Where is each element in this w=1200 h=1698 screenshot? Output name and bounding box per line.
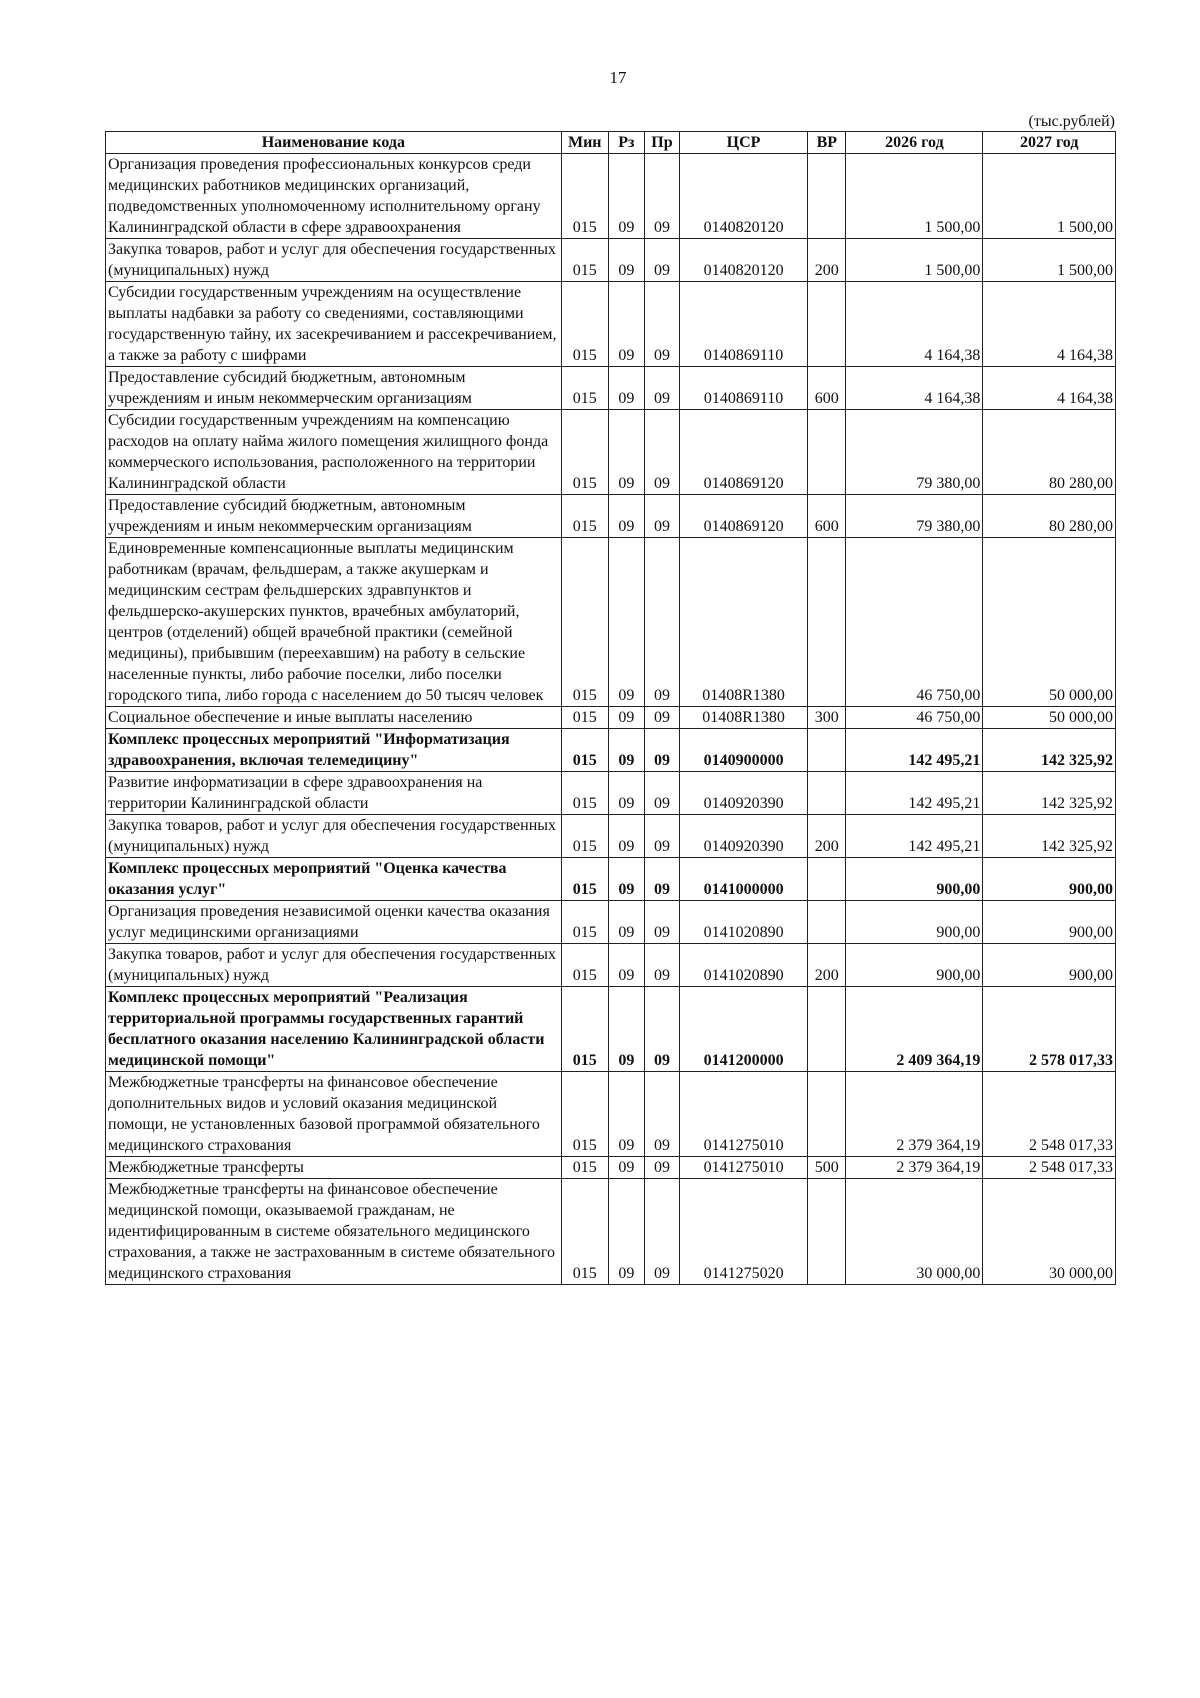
cell-y2026: 79 380,00 [846, 495, 983, 538]
cell-min: 015 [561, 944, 608, 987]
header-name: Наименование кода [106, 132, 562, 154]
cell-min: 015 [561, 729, 608, 772]
cell-min: 015 [561, 772, 608, 815]
cell-pr: 09 [644, 239, 679, 282]
cell-name: Комплекс процессных мероприятий "Информатизация здравоохранения, включая телемедицину" [106, 729, 562, 772]
cell-name: Закупка товаров, работ и услуг для обеспечения государственных (муниципальных) нужд [106, 239, 562, 282]
table-row [106, 495, 1116, 538]
cell-min: 015 [561, 239, 608, 282]
cell-rz: 09 [608, 858, 644, 901]
cell-y2027: 80 280,00 [983, 410, 1116, 495]
cell-min: 015 [561, 987, 608, 1072]
table-row [106, 538, 1116, 707]
cell-y2026: 30 000,00 [846, 1179, 983, 1285]
cell-name: Субсидии государственным учреждениям на осуществление выплаты надбавки за работу со сведениями, составляющими государственную тайну, их засекречиванием и рассекречиванием, а также за работу с шифрами [106, 282, 562, 367]
cell-y2026: 1 500,00 [846, 154, 983, 239]
cell-rz: 09 [608, 944, 644, 987]
cell-y2026: 2 379 364,19 [846, 1157, 983, 1179]
cell-csr: 0141275010 [679, 1072, 807, 1157]
cell-min: 015 [561, 495, 608, 538]
cell-name: Предоставление субсидий бюджетным, автономным учреждениям и иным некоммерческим организациям [106, 495, 562, 538]
table-row [106, 282, 1116, 367]
cell-pr: 09 [644, 987, 679, 1072]
cell-y2027: 142 325,92 [983, 729, 1116, 772]
cell-y2026: 4 164,38 [846, 367, 983, 410]
cell-vr: 200 [808, 944, 846, 987]
cell-min: 015 [561, 1157, 608, 1179]
cell-pr: 09 [644, 1072, 679, 1157]
cell-name: Комплекс процессных мероприятий "Реализация территориальной программы государственных гарантий бесплатного оказания населению Калининградской области медицинской помощи" [106, 987, 562, 1072]
cell-min: 015 [561, 1179, 608, 1285]
cell-rz: 09 [608, 1072, 644, 1157]
header-rz: Рз [608, 132, 644, 154]
cell-vr: 200 [808, 815, 846, 858]
cell-pr: 09 [644, 410, 679, 495]
cell-y2026: 79 380,00 [846, 410, 983, 495]
cell-y2026: 142 495,21 [846, 815, 983, 858]
cell-rz: 09 [608, 707, 644, 729]
cell-rz: 09 [608, 987, 644, 1072]
table-row [106, 987, 1116, 1072]
table-row [106, 1179, 1116, 1285]
cell-vr: 300 [808, 707, 846, 729]
header-min: Мин [561, 132, 608, 154]
cell-name: Субсидии государственным учреждениям на компенсацию расходов на оплату найма жилого помещения жилищного фонда коммерческого использования, расположенного на территории Калининградской области [106, 410, 562, 495]
cell-min: 015 [561, 538, 608, 707]
budget-table [105, 131, 1116, 1285]
table-row [106, 858, 1116, 901]
cell-y2027: 900,00 [983, 944, 1116, 987]
cell-csr: 0140920390 [679, 772, 807, 815]
table-row [106, 154, 1116, 239]
cell-y2027: 50 000,00 [983, 538, 1116, 707]
cell-vr [808, 1179, 846, 1285]
cell-rz: 09 [608, 495, 644, 538]
table-row [106, 239, 1116, 282]
table-row [106, 410, 1116, 495]
table-row [106, 729, 1116, 772]
cell-min: 015 [561, 1072, 608, 1157]
cell-name: Социальное обеспечение и иные выплаты населению [106, 707, 562, 729]
cell-vr [808, 772, 846, 815]
cell-csr: 01408R1380 [679, 707, 807, 729]
cell-name: Закупка товаров, работ и услуг для обеспечения государственных (муниципальных) нужд [106, 815, 562, 858]
cell-pr: 09 [644, 815, 679, 858]
cell-min: 015 [561, 815, 608, 858]
cell-min: 015 [561, 901, 608, 944]
cell-min: 015 [561, 282, 608, 367]
cell-y2027: 142 325,92 [983, 815, 1116, 858]
cell-rz: 09 [608, 772, 644, 815]
cell-name: Закупка товаров, работ и услуг для обеспечения государственных (муниципальных) нужд [106, 944, 562, 987]
cell-name: Комплекс процессных мероприятий "Оценка качества оказания услуг" [106, 858, 562, 901]
cell-pr: 09 [644, 538, 679, 707]
cell-csr: 0140900000 [679, 729, 807, 772]
cell-csr: 0140820120 [679, 154, 807, 239]
header-row [106, 132, 1116, 154]
cell-rz: 09 [608, 154, 644, 239]
cell-min: 015 [561, 410, 608, 495]
cell-y2026: 46 750,00 [846, 707, 983, 729]
cell-y2026: 142 495,21 [846, 729, 983, 772]
cell-pr: 09 [644, 1179, 679, 1285]
cell-vr [808, 538, 846, 707]
cell-pr: 09 [644, 729, 679, 772]
header-2027: 2027 год [983, 132, 1116, 154]
cell-vr: 200 [808, 239, 846, 282]
table-row [106, 1072, 1116, 1157]
units-label: (тыс.рублей) [1028, 113, 1115, 130]
header-csr: ЦСР [679, 132, 807, 154]
cell-y2026: 2 409 364,19 [846, 987, 983, 1072]
cell-y2027: 4 164,38 [983, 282, 1116, 367]
cell-rz: 09 [608, 729, 644, 772]
cell-y2026: 1 500,00 [846, 239, 983, 282]
cell-pr: 09 [644, 367, 679, 410]
cell-csr: 0140869110 [679, 282, 807, 367]
cell-y2027: 900,00 [983, 858, 1116, 901]
table-row [106, 901, 1116, 944]
table-row [106, 944, 1116, 987]
table-row [106, 772, 1116, 815]
cell-csr: 0140820120 [679, 239, 807, 282]
cell-y2026: 142 495,21 [846, 772, 983, 815]
cell-min: 015 [561, 858, 608, 901]
cell-rz: 09 [608, 1157, 644, 1179]
table-row [106, 367, 1116, 410]
cell-y2027: 1 500,00 [983, 154, 1116, 239]
cell-csr: 0141275010 [679, 1157, 807, 1179]
cell-y2026: 900,00 [846, 901, 983, 944]
cell-vr [808, 858, 846, 901]
cell-y2027: 900,00 [983, 901, 1116, 944]
cell-vr [808, 154, 846, 239]
cell-pr: 09 [644, 858, 679, 901]
table-row [106, 1157, 1116, 1179]
cell-vr: 500 [808, 1157, 846, 1179]
cell-rz: 09 [608, 282, 644, 367]
cell-vr [808, 987, 846, 1072]
cell-vr: 600 [808, 495, 846, 538]
cell-min: 015 [561, 367, 608, 410]
cell-vr [808, 901, 846, 944]
cell-rz: 09 [608, 1179, 644, 1285]
cell-min: 015 [561, 154, 608, 239]
cell-vr [808, 1072, 846, 1157]
cell-y2026: 900,00 [846, 944, 983, 987]
cell-name: Межбюджетные трансферты на финансовое обеспечение дополнительных видов и условий оказания медицинской помощи, не установленных базовой программой обязательного медицинского страхования [106, 1072, 562, 1157]
cell-name: Предоставление субсидий бюджетным, автономным учреждениям и иным некоммерческим организациям [106, 367, 562, 410]
cell-pr: 09 [644, 944, 679, 987]
cell-min: 015 [561, 707, 608, 729]
cell-csr: 0140869120 [679, 495, 807, 538]
cell-vr: 600 [808, 367, 846, 410]
header-vr: ВР [808, 132, 846, 154]
cell-vr [808, 282, 846, 367]
cell-pr: 09 [644, 282, 679, 367]
cell-csr: 0141000000 [679, 858, 807, 901]
cell-pr: 09 [644, 772, 679, 815]
cell-y2027: 50 000,00 [983, 707, 1116, 729]
cell-y2026: 900,00 [846, 858, 983, 901]
cell-pr: 09 [644, 1157, 679, 1179]
table-row [106, 815, 1116, 858]
cell-name: Организация проведения профессиональных конкурсов среди медицинских работников медицинских организаций, подведомственных уполномоченному исполнительному органу Калининградской области в сфере здравоохранения [106, 154, 562, 239]
cell-rz: 09 [608, 815, 644, 858]
cell-name: Организация проведения независимой оценки качества оказания услуг медицинскими организациями [106, 901, 562, 944]
cell-vr [808, 410, 846, 495]
cell-rz: 09 [608, 239, 644, 282]
cell-y2027: 2 548 017,33 [983, 1072, 1116, 1157]
cell-y2027: 1 500,00 [983, 239, 1116, 282]
cell-rz: 09 [608, 410, 644, 495]
cell-pr: 09 [644, 495, 679, 538]
cell-csr: 01408R1380 [679, 538, 807, 707]
cell-csr: 0140869110 [679, 367, 807, 410]
cell-csr: 0141020890 [679, 901, 807, 944]
cell-rz: 09 [608, 367, 644, 410]
cell-y2026: 4 164,38 [846, 282, 983, 367]
cell-name: Межбюджетные трансферты на финансовое обеспечение медицинской помощи, оказываемой гражданам, не идентифицированным в системе обязательного медицинского страхования, а также не застрахованным в системе обязательного медицинского страхования [106, 1179, 562, 1285]
cell-y2027: 80 280,00 [983, 495, 1116, 538]
cell-pr: 09 [644, 901, 679, 944]
header-pr: Пр [644, 132, 679, 154]
cell-name: Развитие информатизации в сфере здравоохранения на территории Калининградской области [106, 772, 562, 815]
cell-rz: 09 [608, 901, 644, 944]
cell-pr: 09 [644, 707, 679, 729]
page-number: 17 [609, 68, 627, 87]
cell-name: Межбюджетные трансферты [106, 1157, 562, 1179]
cell-vr [808, 729, 846, 772]
table-row [106, 707, 1116, 729]
cell-y2027: 2 548 017,33 [983, 1157, 1116, 1179]
header-2026: 2026 год [846, 132, 983, 154]
cell-csr: 0141020890 [679, 944, 807, 987]
table-body [106, 154, 1116, 1285]
cell-pr: 09 [644, 154, 679, 239]
cell-name: Единовременные компенсационные выплаты медицинским работникам (врачам, фельдшерам, а также акушеркам и медицинским сестрам фельдшерских здравпунктов и фельдшерско-акушерских пунктов, врачебных амбулаторий, центров (отделений) общей врачебной практики (семейной медицины), прибывшим (переехавшим) на работу в сельские населенные пункты, либо рабочие поселки, либо поселки городского типа, либо города с населением до 50 тысяч человек [106, 538, 562, 707]
cell-y2027: 2 578 017,33 [983, 987, 1116, 1072]
cell-y2026: 2 379 364,19 [846, 1072, 983, 1157]
cell-y2027: 30 000,00 [983, 1179, 1116, 1285]
cell-csr: 0140869120 [679, 410, 807, 495]
cell-csr: 0141200000 [679, 987, 807, 1072]
cell-rz: 09 [608, 538, 644, 707]
cell-csr: 0140920390 [679, 815, 807, 858]
cell-y2027: 4 164,38 [983, 367, 1116, 410]
cell-y2026: 46 750,00 [846, 538, 983, 707]
cell-y2027: 142 325,92 [983, 772, 1116, 815]
cell-csr: 0141275020 [679, 1179, 807, 1285]
